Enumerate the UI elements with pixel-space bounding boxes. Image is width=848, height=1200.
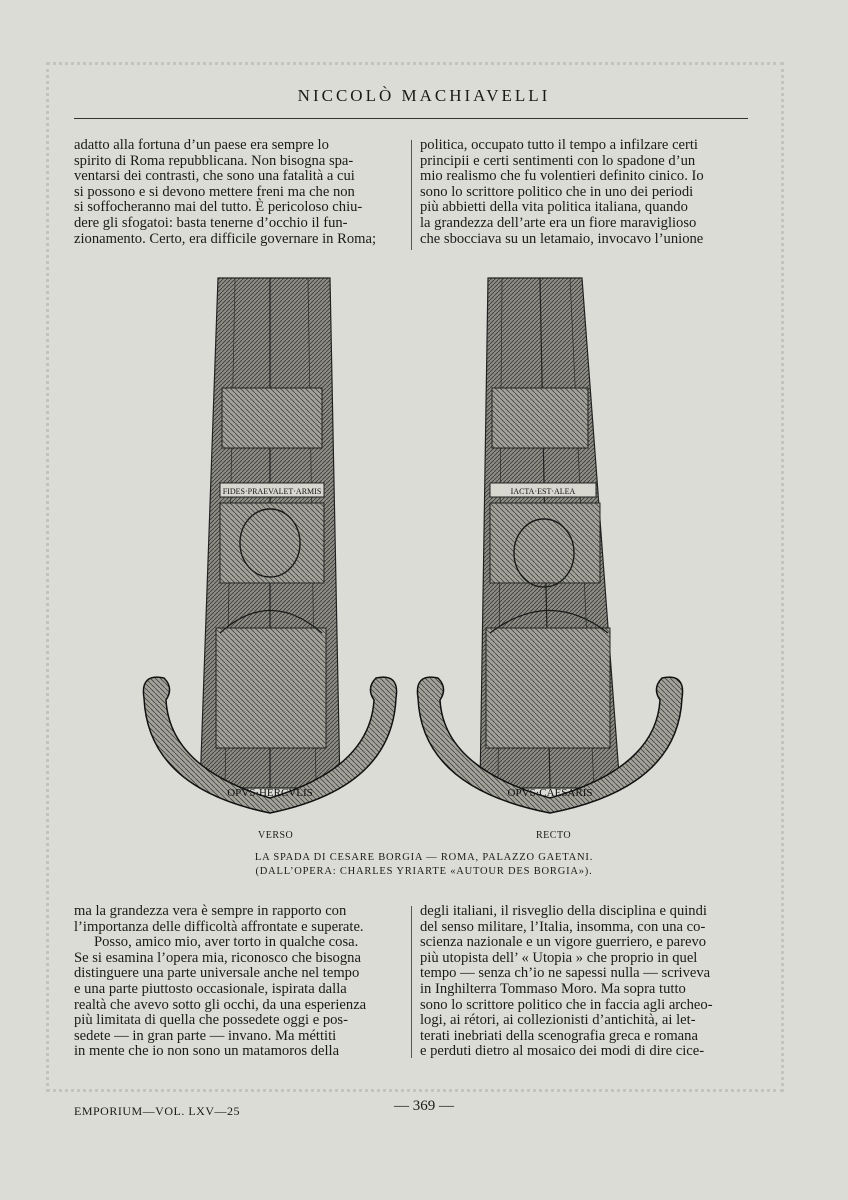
- text-line: si soffocheranno mai del tutto. È pericoloso chiu-: [74, 199, 363, 216]
- text-line: principii e certi sentimenti con lo spadone d’un: [420, 152, 696, 169]
- column-top-right: [420, 138, 748, 247]
- column-bottom-right: [420, 904, 748, 1060]
- text-line: tempo — senza ch’io ne sapessi nulla — scriveva: [420, 965, 711, 982]
- text-line: sono lo scrittore politico che in uno dei periodi: [420, 183, 694, 200]
- verso-motto: FIDES·PRAEVALET·ARMIS: [222, 487, 322, 496]
- column-top-left: [74, 138, 404, 247]
- sword-illustration: [130, 268, 690, 823]
- text-line: Se si esamina l’opera mia, riconosco che bisogna: [74, 949, 361, 966]
- text-line: distinguere una parte universale anche nel tempo: [74, 965, 360, 982]
- text-line: terati inebriati della scenografia greca e romana: [420, 1027, 698, 1044]
- text-line: politica, occupato tutto il tempo a infilzare certi: [420, 137, 698, 153]
- text-line: logi, ai rétori, ai collezionisti d’antichità, ai let-: [420, 1012, 696, 1029]
- text-line: adatto alla fortuna d’un paese era sempre lo: [74, 137, 329, 153]
- text-line: degli italiani, il risveglio della disciplina e quindi: [420, 903, 707, 919]
- text-line: scienza nazionale e un vigore guerriero, e parevo: [420, 934, 707, 951]
- recto-label: RECTO: [536, 830, 572, 841]
- text-line: dere gli sfogatoi: basta tenerne d’occhio il fun-: [74, 214, 348, 231]
- figure-caption-line2: (DALL’OPERA: CHARLES YRIARTE «AUTOUR DES BORGIA»).: [255, 866, 593, 877]
- recto-motto: IACTA·EST·ALEA: [510, 487, 576, 496]
- recto-guard-inscription: OPVS·CAESARIS: [507, 787, 593, 799]
- column-divider: [411, 906, 412, 1058]
- recto-blade: [417, 278, 682, 813]
- text-line: la grandezza dell’arte era un fiore maraviglioso: [420, 214, 697, 231]
- text-line: in mente che io non sono un matamoros della: [74, 1043, 340, 1060]
- text-line: più utopista dell’ « Utopia » che proprio in quel: [420, 949, 698, 966]
- text-line: più limitata di quella che possedete oggi e pos-: [74, 1012, 348, 1029]
- text-line: che sbocciava su un letamaio, invocavo l’unione: [420, 230, 704, 247]
- text-line: ma la grandezza vera è sempre in rapporto con: [74, 903, 347, 919]
- text-line: e perduti dietro al mosaico dei modi di dire cice-: [420, 1043, 705, 1060]
- page-number: — 369 —: [394, 1098, 454, 1114]
- figure-caption-line1: LA SPADA DI CESARE BORGIA — ROMA, PALAZZO GAETANI.: [254, 852, 594, 863]
- sword-engraving: [130, 268, 690, 823]
- text-line: spirito di Roma repubblicana. Non bisogna spa-: [74, 152, 354, 169]
- text-line: del senso militare, l’Italia, insomma, con una co-: [420, 918, 706, 935]
- text-line: l’importanza delle difficoltà affrontate e superate.: [74, 918, 364, 935]
- column-divider: [411, 140, 412, 250]
- text-line: realtà che avevo sotto gli occhi, da una esperienza: [74, 996, 367, 1013]
- column-bottom-left: [74, 904, 404, 1060]
- text-line: zionamento. Certo, era difficile governare in Roma;: [74, 230, 377, 247]
- journal-footer: EMPORIUM—VOL. LXV—25: [74, 1104, 240, 1118]
- text-line: e una parte piuttosto occasionale, ispirata dalla: [74, 980, 347, 997]
- text-line: Posso, amico mio, aver torto in qualche cosa.: [94, 934, 359, 951]
- verso-guard-inscription: OPVS·HERCVLIS: [227, 787, 313, 799]
- header-rule: [74, 118, 748, 119]
- running-title: NICCOLÒ MACHIAVELLI: [297, 86, 551, 105]
- text-line: sono lo scrittore politico che in faccia agli archeo-: [420, 996, 713, 1013]
- verso-label: VERSO: [258, 830, 294, 841]
- text-line: si possono e si devono mettere freni ma che non: [74, 183, 355, 200]
- text-line: mio realismo che fu volentieri definito cinico. Io: [420, 168, 704, 185]
- text-line: sedete — in gran parte — invano. Ma méttiti: [74, 1027, 337, 1044]
- text-line: in Inghilterra Tommaso Moro. Ma sopra tutto: [420, 980, 686, 997]
- text-line: ventarsi dei contrasti, che sono una fatalità a cui: [74, 168, 355, 185]
- text-line: più abbietti della vita politica italiana, quando: [420, 199, 688, 216]
- verso-blade: [143, 278, 396, 813]
